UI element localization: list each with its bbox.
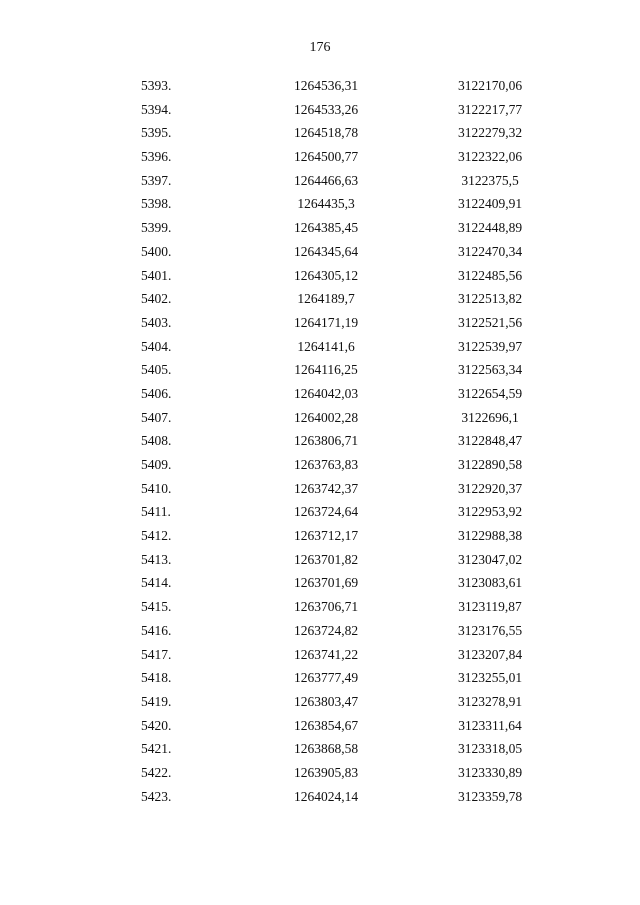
- x-coordinate-cell: 1264024,14: [293, 788, 359, 804]
- y-coordinate-cell: 3122988,38: [457, 528, 523, 544]
- y-coordinate-cell: 3123119,87: [458, 599, 522, 615]
- point-number-cell: 5397.: [141, 172, 172, 188]
- y-coordinate-cell: 3122953,92: [457, 504, 523, 520]
- x-coordinate-cell: 1264435,3: [297, 196, 355, 212]
- table-row: [0, 571, 640, 595]
- x-coordinate-cell: 1263712,17: [293, 528, 359, 544]
- table-row: [0, 382, 640, 406]
- table-row: [0, 429, 640, 453]
- point-number-cell: 5410.: [141, 480, 172, 496]
- table-row: [0, 145, 640, 169]
- y-coordinate-cell: 3123176,55: [457, 622, 523, 638]
- page-number: 176: [309, 40, 331, 55]
- table-row: [0, 287, 640, 311]
- point-number-cell: 5407.: [141, 409, 172, 425]
- table-row: [0, 500, 640, 524]
- y-coordinate-cell: 3122513,82: [457, 291, 523, 307]
- y-coordinate-cell: 3123207,84: [457, 646, 523, 662]
- y-coordinate-cell: 3122322,06: [457, 149, 523, 165]
- x-coordinate-cell: 1264536,31: [293, 78, 359, 93]
- table-row: [0, 643, 640, 667]
- point-number-cell: 5406.: [141, 385, 172, 401]
- y-coordinate-cell: 3122217,77: [457, 101, 523, 117]
- table-row: [0, 761, 640, 785]
- y-coordinate-cell: 3122470,34: [457, 243, 523, 259]
- point-number-cell: 5400.: [141, 243, 172, 259]
- point-number-cell: 5421.: [141, 741, 172, 757]
- y-coordinate-cell: 3122563,34: [457, 362, 523, 378]
- y-coordinate-cell: 3123330,89: [457, 764, 523, 780]
- x-coordinate-cell: 1263701,69: [293, 575, 359, 591]
- point-number-cell: 5409.: [141, 457, 172, 472]
- point-number-cell: 5419.: [141, 693, 172, 709]
- y-coordinate-cell: 3122696,1: [461, 409, 519, 425]
- x-coordinate-cell: 1263724,82: [293, 622, 359, 638]
- x-coordinate-cell: 1264385,45: [293, 220, 359, 236]
- x-coordinate-cell: 1263905,83: [293, 764, 359, 780]
- x-coordinate-cell: 1264002,28: [293, 409, 359, 425]
- table-row: [0, 619, 640, 643]
- point-number-cell: 5422.: [141, 764, 172, 780]
- table-row: [0, 714, 640, 738]
- x-coordinate-cell: 1263724,64: [293, 504, 359, 520]
- table-row: [0, 666, 640, 690]
- x-coordinate-cell: 1264305,12: [293, 267, 359, 283]
- table-row: [0, 311, 640, 335]
- x-coordinate-cell: 1263741,22: [293, 646, 359, 662]
- table-row: [0, 690, 640, 714]
- point-number-cell: 5399.: [141, 220, 172, 236]
- table-row: [0, 548, 640, 572]
- x-coordinate-cell: 1263701,82: [293, 551, 359, 567]
- x-coordinate-cell: 1263706,71: [293, 599, 359, 615]
- point-number-cell: 5412.: [141, 528, 172, 544]
- x-coordinate-cell: 1263763,83: [293, 457, 359, 472]
- y-coordinate-cell: 3122848,47: [457, 433, 523, 449]
- x-coordinate-cell: 1264345,64: [293, 243, 359, 259]
- point-number-cell: 5405.: [141, 362, 172, 378]
- point-number-cell: 5396.: [141, 149, 172, 165]
- y-coordinate-cell: 3123047,02: [457, 551, 523, 567]
- point-number-cell: 5403.: [141, 314, 172, 330]
- x-coordinate-cell: 1264116,25: [294, 362, 358, 378]
- x-coordinate-cell: 1263868,58: [293, 741, 359, 757]
- x-coordinate-cell: 1264466,63: [293, 172, 359, 188]
- x-coordinate-cell: 1263854,67: [293, 717, 359, 733]
- point-number-cell: 5401.: [141, 267, 172, 283]
- table-row: [0, 453, 640, 477]
- table-row: [0, 240, 640, 264]
- point-number-cell: 5417.: [141, 646, 172, 662]
- point-number-cell: 5414.: [141, 575, 172, 591]
- y-coordinate-cell: 3123311,64: [458, 717, 522, 733]
- x-coordinate-cell: 1263803,47: [293, 693, 359, 709]
- x-coordinate-cell: 1263742,37: [293, 480, 359, 496]
- y-coordinate-cell: 3123255,01: [457, 670, 523, 686]
- table-row: [0, 595, 640, 619]
- y-coordinate-cell: 3122409,91: [457, 196, 523, 212]
- point-number-cell: 5402.: [141, 291, 172, 307]
- y-coordinate-cell: 3122521,56: [457, 314, 523, 330]
- x-coordinate-cell: 1264141,6: [297, 338, 355, 354]
- point-number-cell: 5418.: [141, 670, 172, 686]
- table-row: [0, 98, 640, 122]
- y-coordinate-cell: 3122654,59: [457, 385, 523, 401]
- x-coordinate-cell: 1263777,49: [293, 670, 359, 686]
- point-number-cell: 5415.: [141, 599, 172, 615]
- table-row: [0, 358, 640, 382]
- y-coordinate-cell: 3122920,37: [457, 480, 523, 496]
- point-number-cell: 5398.: [141, 196, 172, 212]
- y-coordinate-cell: 3122448,89: [457, 220, 523, 236]
- point-number-cell: 5408.: [141, 433, 172, 449]
- table-row: [0, 335, 640, 359]
- table-row: [0, 216, 640, 240]
- y-coordinate-cell: 3123318,05: [457, 741, 523, 757]
- point-number-cell: 5395.: [141, 125, 172, 141]
- table-row: [0, 169, 640, 193]
- point-number-cell: 5404.: [141, 338, 172, 354]
- y-coordinate-cell: 3123278,91: [457, 693, 523, 709]
- y-coordinate-cell: 3123083,61: [457, 575, 523, 591]
- y-coordinate-cell: 3122170,06: [457, 78, 523, 93]
- table-row: [0, 785, 640, 809]
- point-number-cell: 5413.: [141, 551, 172, 567]
- y-coordinate-cell: 3123359,78: [457, 788, 523, 804]
- point-number-cell: 5393.: [141, 78, 172, 93]
- coordinates-table: [0, 74, 640, 808]
- table-row: [0, 74, 640, 98]
- table-row: [0, 737, 640, 761]
- table-row: [0, 192, 640, 216]
- x-coordinate-cell: 1264171,19: [293, 314, 359, 330]
- point-number-cell: 5394.: [141, 101, 172, 117]
- y-coordinate-cell: 3122485,56: [457, 267, 523, 283]
- y-coordinate-cell: 3122539,97: [457, 338, 523, 354]
- point-number-cell: 5411.: [141, 504, 171, 520]
- table-row: [0, 121, 640, 145]
- x-coordinate-cell: 1264189,7: [297, 291, 355, 307]
- y-coordinate-cell: 3122890,58: [457, 457, 523, 472]
- table-row: [0, 477, 640, 501]
- table-row: [0, 524, 640, 548]
- x-coordinate-cell: 1264533,26: [293, 101, 359, 117]
- point-number-cell: 5420.: [141, 717, 172, 733]
- point-number-cell: 5423.: [141, 788, 172, 804]
- x-coordinate-cell: 1263806,71: [293, 433, 359, 449]
- x-coordinate-cell: 1264042,03: [293, 385, 359, 401]
- y-coordinate-cell: 3122279,32: [457, 125, 523, 141]
- x-coordinate-cell: 1264500,77: [293, 149, 359, 165]
- y-coordinate-cell: 3122375,5: [461, 172, 519, 188]
- table-row: [0, 264, 640, 288]
- point-number-cell: 5416.: [141, 622, 172, 638]
- x-coordinate-cell: 1264518,78: [293, 125, 359, 141]
- table-row: [0, 406, 640, 430]
